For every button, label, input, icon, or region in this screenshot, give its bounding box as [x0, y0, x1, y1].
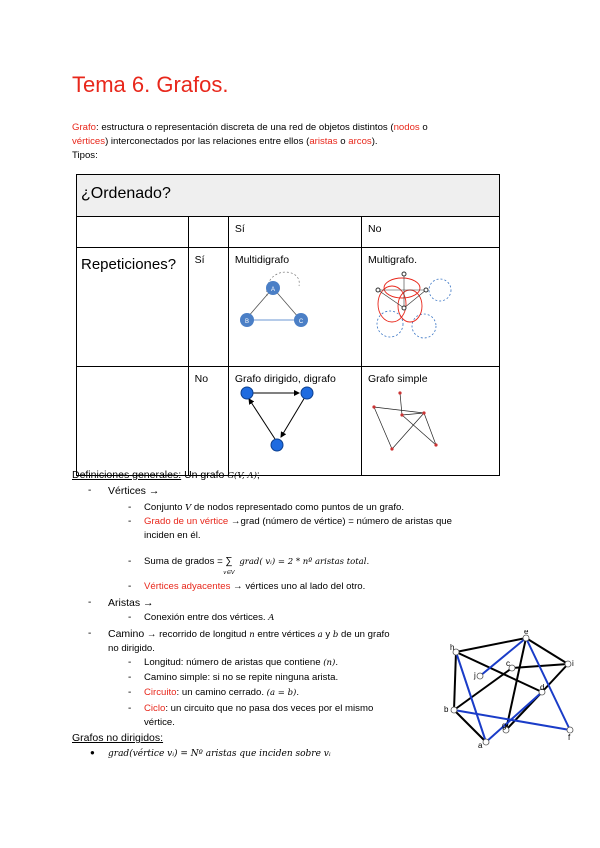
intro-text: : estructura o representación discreta de una red de objetos distintos ( — [96, 122, 394, 133]
text: →grad (número de vértice) = número de aristas que — [228, 516, 452, 527]
col-no: No — [362, 217, 500, 248]
node-label: b — [444, 705, 449, 714]
bullet-dash: - — [128, 556, 132, 567]
multidigrafo-figure — [235, 266, 355, 346]
simple-cell — [362, 367, 500, 476]
text: Longitud: número de aristas que contiene — [144, 657, 324, 668]
bullet-dash: - — [128, 516, 132, 527]
edge — [400, 393, 402, 415]
text: : un camino cerrado. — [176, 687, 267, 698]
sum-sub: v∈V — [223, 570, 235, 576]
bullet-dash: - — [88, 485, 92, 496]
node-label: i — [572, 659, 574, 668]
c4-cont: vértice. — [144, 717, 175, 728]
node-c-label: C — [298, 319, 303, 325]
vertices-label: Vértices → — [108, 485, 160, 497]
simple-label: Grafo simple — [368, 373, 428, 385]
node-label: e — [524, 630, 529, 636]
sum-sign: ∑ — [225, 556, 233, 567]
aristas-label: Aristas → — [108, 597, 154, 609]
empty-cell — [77, 367, 189, 476]
node — [301, 387, 313, 399]
loop — [412, 314, 436, 338]
v3-line — [144, 555, 370, 576]
v2-cont: inciden en él. — [144, 530, 201, 541]
math: V — [185, 503, 192, 513]
node — [271, 439, 283, 451]
camino-line — [108, 627, 390, 642]
types-table — [76, 174, 500, 476]
edge — [402, 415, 436, 445]
simple-figure — [368, 385, 492, 461]
edge-arrow — [281, 397, 305, 437]
no-dirigidos-heading: Grafos no dirigidos: — [72, 732, 164, 744]
node-b-label: B — [244, 319, 249, 325]
node-label: f — [568, 733, 571, 742]
edge — [374, 407, 424, 413]
v2-line — [144, 515, 452, 529]
text: : un circuito que no pasa dos veces por el mismo — [165, 703, 374, 714]
defs-heading-line — [72, 468, 260, 483]
bullet-dash: - — [128, 703, 132, 714]
defs-heading-end: ; — [256, 469, 260, 481]
bullet-dash: - — [128, 581, 132, 592]
c1-line — [144, 656, 338, 670]
node — [477, 673, 483, 679]
c2-line: Camino simple: si no se repite ninguna arista. — [144, 672, 339, 683]
bullet-dash: - — [128, 502, 132, 513]
path-graph-figure — [440, 630, 580, 752]
row-si: Sí — [188, 248, 228, 367]
multidigrafo-label: Multidigrafo — [234, 254, 290, 266]
intro-line-1 — [72, 121, 428, 135]
edge — [456, 638, 526, 652]
node — [398, 391, 401, 394]
empty-cell — [188, 217, 228, 248]
math: A — [268, 613, 275, 623]
text: de un grafo — [338, 629, 390, 640]
c4-line — [144, 702, 373, 716]
node — [565, 661, 571, 667]
math: (n) — [323, 658, 336, 668]
text: → vértices uno al lado del otro. — [230, 581, 366, 592]
term-ciclo: Ciclo — [144, 703, 166, 714]
edge — [402, 413, 424, 415]
text: . — [335, 657, 338, 668]
node — [241, 387, 253, 399]
text: Suma de grados = — [144, 556, 226, 567]
node — [400, 413, 403, 416]
text: . — [296, 687, 299, 698]
math: grad( vᵢ) = 2 * nº aristas total. — [239, 557, 370, 567]
edge — [454, 652, 456, 710]
v4-line — [144, 580, 365, 594]
page-title: Tema 6. Grafos. — [72, 72, 229, 97]
bullet-dash: - — [128, 657, 132, 668]
intro-text: o — [419, 122, 428, 133]
node — [390, 447, 393, 450]
node-label: d — [540, 683, 545, 692]
edge-red — [384, 278, 420, 298]
edge — [404, 290, 426, 308]
sum-symbol — [223, 555, 239, 576]
text: → recorrido de longitud — [144, 629, 250, 640]
text: Conexión entre dos vértices. — [144, 612, 269, 623]
intro-line-2 — [72, 135, 378, 149]
edge-arrow — [249, 399, 275, 439]
digrafo-figure — [235, 385, 355, 457]
bullet-dash: - — [88, 628, 92, 639]
text: y — [322, 629, 333, 640]
term-grado: Grado de un vértice — [144, 516, 229, 527]
multigrafo-figure — [368, 266, 492, 348]
c3-line — [144, 686, 299, 700]
term-vertices: vértices — [72, 136, 106, 147]
intro-text: ) interconectados por las relaciones entre ellos ( — [105, 136, 310, 147]
node — [402, 306, 406, 310]
repeticiones-label: Repeticiones? — [77, 248, 189, 367]
math: b — [332, 630, 339, 640]
term-circuito: Circuito — [144, 687, 177, 698]
node-label: g — [502, 721, 507, 730]
multidigrafo-cell — [228, 248, 361, 367]
math: a — [317, 630, 323, 640]
node — [422, 411, 425, 414]
camino-label: Camino — [108, 628, 145, 640]
edge — [378, 290, 404, 308]
text: entre vértices — [254, 629, 318, 640]
edge — [424, 413, 436, 445]
bullet-dash: - — [128, 687, 132, 698]
node — [402, 272, 406, 276]
edge-blue — [456, 652, 486, 742]
edge — [392, 413, 424, 449]
term-nodos: nodos — [393, 122, 420, 133]
v1-line — [144, 501, 404, 515]
term-arcos: arcos — [348, 136, 372, 147]
edge-red — [378, 286, 406, 322]
no-dirigidos-formula: grad(vértice vᵢ) = Nº aristas que inciden sobre vᵢ — [108, 749, 331, 759]
edge — [374, 407, 392, 449]
intro-text: ). — [371, 136, 378, 147]
defs-heading: Definiciones generales: — [72, 469, 182, 481]
node-label: h — [450, 643, 455, 652]
node — [376, 288, 380, 292]
node — [483, 739, 489, 745]
digrafo-label: Grafo dirigido, digrafo — [234, 373, 336, 385]
loop — [429, 279, 451, 301]
multigrafo-label: Multigrafo. — [368, 254, 418, 266]
a1-line — [144, 611, 274, 625]
text: de nodos representado como puntos de un grafo. — [191, 502, 405, 513]
empty-cell — [77, 217, 189, 248]
node-label: a — [478, 741, 483, 750]
node — [451, 707, 457, 713]
bullet-dash: - — [128, 672, 132, 683]
bullet-dash: - — [128, 612, 132, 623]
term-grafo: Grafo — [72, 122, 96, 133]
bullet-dash: - — [88, 597, 92, 608]
node — [434, 443, 437, 446]
math: G(V, A) — [227, 471, 257, 481]
tipos-label: Tipos: — [72, 150, 98, 161]
node — [372, 405, 375, 408]
defs-heading-tail: Un grafo — [181, 469, 228, 481]
intro-text: o — [337, 136, 349, 147]
table-header: ¿Ordenado? — [77, 175, 500, 217]
node-a-label: A — [270, 287, 275, 293]
edge — [456, 652, 545, 692]
row-no: No — [188, 367, 228, 476]
node — [424, 288, 428, 292]
text: Conjunto — [144, 502, 186, 513]
math: n — [249, 630, 255, 640]
term-adyacentes: Vértices adyacentes — [144, 581, 231, 592]
col-si: Sí — [228, 217, 361, 248]
digrafo-cell — [228, 367, 361, 476]
bullet-dot: ● — [90, 748, 95, 757]
multigrafo-cell — [362, 248, 500, 367]
node-label: c — [506, 659, 510, 668]
camino-cont: no dirigido. — [108, 643, 155, 654]
term-aristas: aristas — [309, 136, 338, 147]
node-label: j — [474, 671, 476, 680]
math: (a = b) — [266, 688, 297, 698]
